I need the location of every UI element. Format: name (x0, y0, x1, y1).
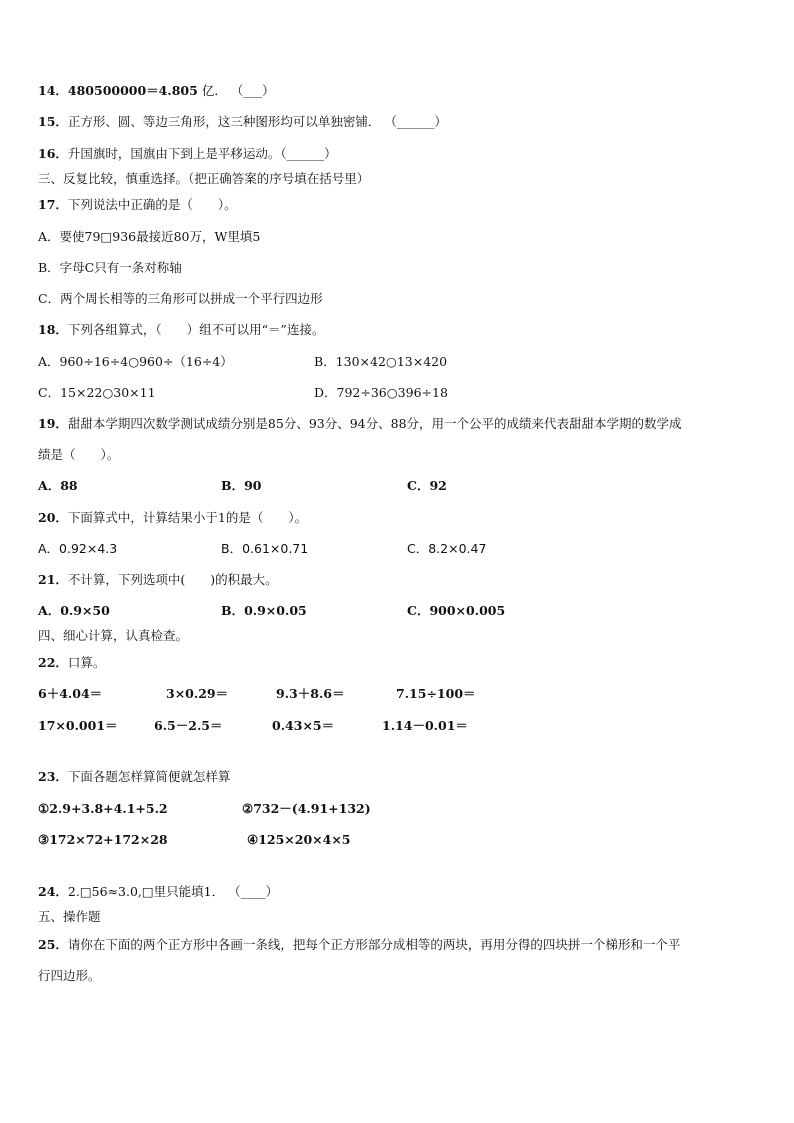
question-22 (38, 655, 105, 671)
section-3-heading: 三、反复比较，慎重选择。（把正确答案的序号填在括号里） (38, 171, 370, 186)
question-number: 22． (38, 655, 68, 670)
question-17 (38, 197, 237, 213)
question-number: 15． (38, 114, 68, 129)
question-number: 24． (38, 884, 68, 899)
question-number: 16． (38, 146, 68, 161)
section-4-heading: 四、细心计算，认真检查。 (38, 628, 189, 643)
mental-calc-item: 7.15÷100＝ (396, 686, 476, 701)
question-text: 正方形、圆、等边三角形，这三种图形均可以单独密铺． （______） (67, 114, 447, 129)
question-text: 亿． （___） (201, 83, 275, 98)
option-a: A．960÷16÷4○960÷（16÷4） (38, 354, 233, 369)
option-a: A．要使79□936最接近80万，W里填5 (38, 229, 261, 244)
option-b: B．90 (221, 478, 262, 493)
question-text: 口算。 (67, 655, 106, 670)
question-text: 甜甜本学期四次数学测试成绩分别是85分、93分、94分、88分，用一个公平的成绩来代表甜甜本学期的数学成 (67, 416, 682, 431)
option-c: C．15×22○30×11 (38, 385, 156, 400)
mental-calc-item: 1.14－0.01＝ (382, 718, 468, 733)
mental-calc-item: 3×0.29＝ (166, 686, 229, 701)
question-24 (38, 884, 278, 900)
simplify-item: ③172×72+172×28 (38, 832, 168, 847)
question-expression: 480500000＝4.805 (67, 83, 198, 98)
question-number: 20． (38, 510, 68, 525)
option-c: C．900×0.005 (407, 603, 506, 618)
question-21 (38, 572, 278, 588)
option-d: D．792÷36○396÷18 (314, 385, 448, 400)
question-number: 23． (38, 769, 68, 784)
question-text: 请你在下面的两个正方形中各画一条线，把每个正方形部分成相等的两块，再用分得的四块拼一个梯形和一个平 (67, 937, 681, 952)
question-23 (38, 769, 230, 785)
question-number: 21． (38, 572, 68, 587)
question-number: 18． (38, 322, 68, 337)
question-18 (38, 322, 324, 338)
question-text: 2.□56≈3.0,□里只能填1． （____） (67, 884, 279, 899)
question-19 (38, 416, 682, 432)
question-text: 升国旗时，国旗由下到上是平移运动。（______） (67, 146, 337, 161)
option-c: C．两个周长相等的三角形可以拼成一个平行四边形 (38, 291, 323, 306)
question-25-line2: 行四边形。 (38, 968, 101, 983)
question-text: 下列说法中正确的是（ ）。 (67, 197, 237, 212)
question-15 (38, 114, 447, 130)
simplify-item: ②732－(4.91+132) (242, 801, 371, 816)
question-25 (38, 937, 680, 953)
mental-calc-item: 9.3＋8.6＝ (276, 686, 345, 701)
option-a: A．0.92×4.3 (38, 541, 118, 556)
simplify-item: ①2.9+3.8+4.1+5.2 (38, 801, 168, 816)
section-5-heading: 五、操作题 (38, 909, 101, 924)
question-16 (38, 146, 337, 162)
simplify-item: ④125×20×4×5 (247, 832, 351, 847)
option-b: B．0.9×0.05 (221, 603, 307, 618)
question-text: 下面各题怎样算简便就怎样算 (67, 769, 231, 784)
question-number: 14． (38, 83, 68, 98)
question-text: 不计算，下列选项中( )的积最大。 (67, 572, 278, 587)
mental-calc-item: 6＋4.04＝ (38, 686, 103, 701)
option-c: C．92 (407, 478, 447, 493)
mental-calc-item: 6.5－2.5＝ (154, 718, 223, 733)
question-text: 下列各组算式，（ ）组不可以用“＝”连接。 (67, 322, 325, 337)
question-number: 17． (38, 197, 68, 212)
option-b: B．0.61×0.71 (221, 541, 309, 556)
question-19-line2: 绩是（ ）。 (38, 447, 120, 462)
question-20 (38, 510, 307, 526)
option-a: A．0.9×50 (38, 603, 110, 618)
mental-calc-item: 17×0.001＝ (38, 718, 118, 733)
option-b: B．130×42○13×420 (314, 354, 448, 369)
option-a: A．88 (38, 478, 78, 493)
question-number: 25． (38, 937, 68, 952)
mental-calc-item: 0.43×5＝ (272, 718, 335, 733)
question-14 (38, 83, 275, 99)
option-c: C．8.2×0.47 (407, 541, 487, 556)
option-b: B．字母C只有一条对称轴 (38, 260, 182, 275)
question-number: 19． (38, 416, 68, 431)
question-text: 下面算式中，计算结果小于1的是（ ）。 (67, 510, 308, 525)
